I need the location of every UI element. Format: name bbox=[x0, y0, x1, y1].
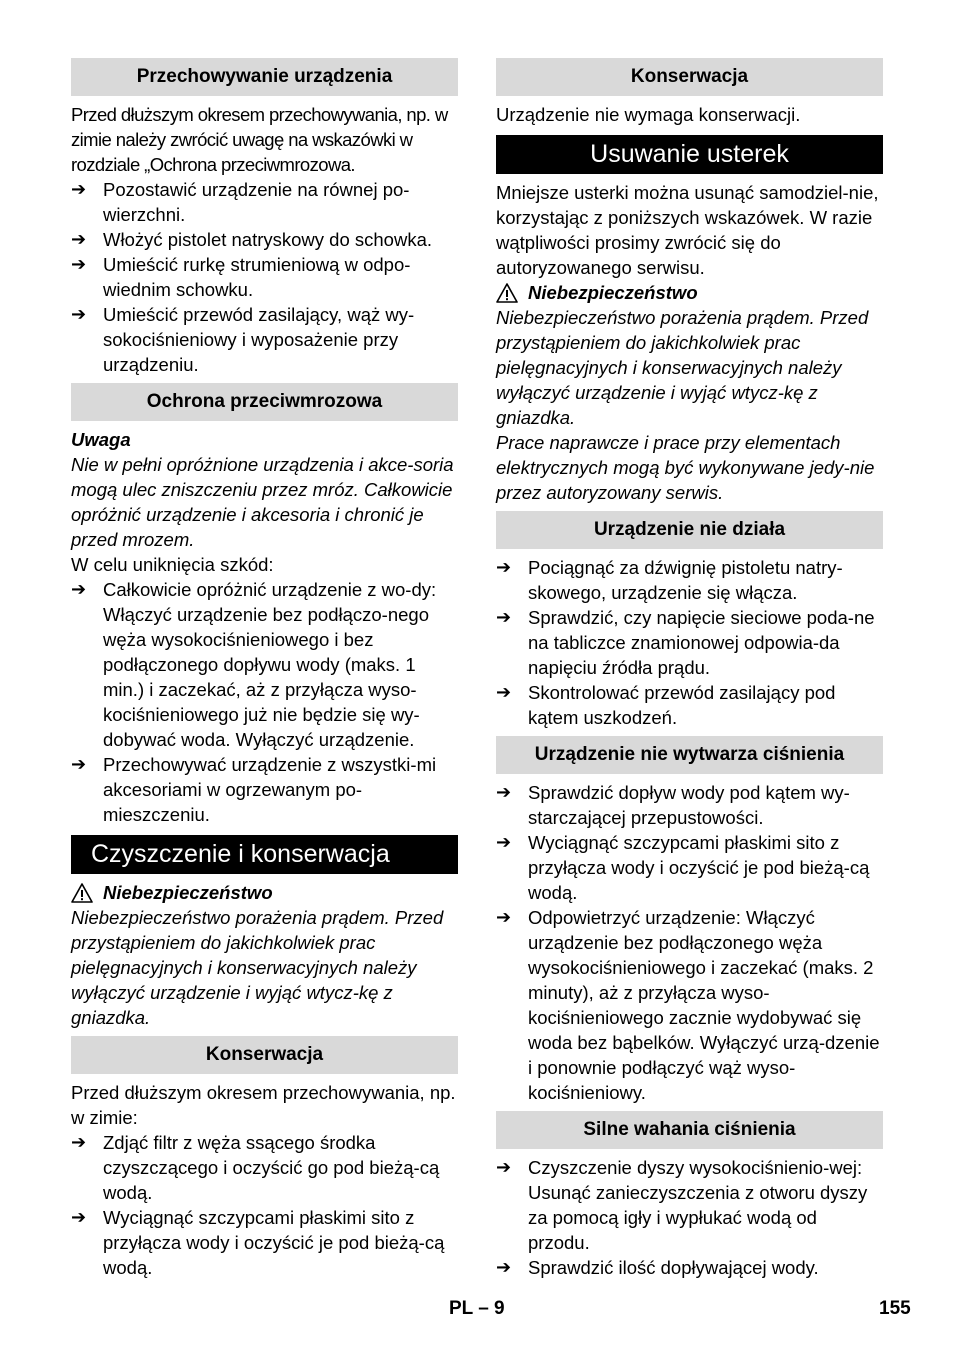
chapter-title-cleaning: Czyszczenie i konserwacja bbox=[71, 835, 458, 874]
list-item: ➔ Skontrolować przewód zasilający pod kątem uszkodzeń. bbox=[496, 682, 836, 728]
list-item: ➔ Wyciągnąć szczypcami płaskimi sito z przyłącza wody i oczyścić je pod bieżą-cą wodą. bbox=[71, 1207, 445, 1278]
section-title-storage: Przechowywanie urządzenia bbox=[71, 58, 458, 96]
no-pressure-steps bbox=[496, 780, 883, 1105]
section-title-maintenance: Konserwacja bbox=[71, 1036, 458, 1074]
arrow-right-icon: ➔ bbox=[496, 832, 512, 852]
chapter-title-troubleshooting: Usuwanie usterek bbox=[496, 135, 883, 174]
frost-lead: W celu uniknięcia szkód: bbox=[71, 554, 274, 575]
right-column bbox=[496, 58, 883, 1280]
list-item: ➔ Wyciągnąć szczypcami płaskimi sito z przyłącza wody i oczyścić je pod bieżą-cą wodą. bbox=[496, 832, 870, 903]
list-item: ➔ Umieścić przewód zasilający, wąż wy-sokociśnieniowy i wyposażenie przy urządzeniu. bbox=[71, 304, 415, 375]
section-title-no-pressure: Urządzenie nie wytwarza ciśnienia bbox=[496, 736, 883, 774]
pressure-fluctuation-steps bbox=[496, 1155, 883, 1280]
section-title-frost: Ochrona przeciwmrozowa bbox=[71, 383, 458, 421]
arrow-right-icon: ➔ bbox=[71, 179, 87, 199]
note-title: Uwaga bbox=[71, 429, 131, 450]
arrow-right-icon: ➔ bbox=[496, 557, 512, 577]
section-title-maintenance-right: Konserwacja bbox=[496, 58, 883, 96]
arrow-right-icon: ➔ bbox=[496, 682, 512, 702]
warning-triangle-icon bbox=[71, 883, 93, 903]
storage-steps bbox=[71, 177, 458, 377]
maintenance-steps bbox=[71, 1130, 458, 1280]
storage-intro: Przed dłuższym okresem przechowywania, np. w zimie należy zwrócić uwagę na wskazówki w rozdziale „Ochrona przeciwmrozowa. bbox=[71, 104, 448, 175]
list-item: ➔ Umieścić rurkę strumieniową w odpo-wiednim schowku. bbox=[71, 254, 411, 300]
arrow-right-icon: ➔ bbox=[71, 229, 87, 249]
troubleshooting-intro: Mniejsze usterki można usunąć samodziel-nie, korzystając z poniższych wskazówek. W razie wątpliwości prosimy zwrócić się do autoryzowanego serwisu. bbox=[496, 182, 879, 278]
section-title-not-working: Urządzenie nie działa bbox=[496, 511, 883, 549]
left-column bbox=[71, 58, 458, 1280]
arrow-right-icon: ➔ bbox=[496, 607, 512, 627]
list-item: ➔ Zdjąć filtr z węża ssącego środka czyszczącego i oczyścić go pod bieżą-cą wodą. bbox=[71, 1132, 440, 1203]
list-item: ➔ Sprawdzić ilość dopływającej wody. bbox=[496, 1257, 819, 1278]
warning-title: Niebezpieczeństwo bbox=[496, 280, 883, 305]
warning-text: Niebezpieczeństwo porażenia prądem. Przed przystąpieniem do jakichkolwiek prac pielęgnacyjnych i konserwacyjnych należy wyłączyć urządzenie i wyjąć wtycz-kę z gniazdka. bbox=[496, 307, 869, 428]
warning-text: Niebezpieczeństwo porażenia prądem. Przed przystąpieniem do jakichkolwiek prac pielęgnacyjnych i konserwacyjnych należy wyłączyć urządzenie i wyjąć wtycz-kę z gniazdka. bbox=[71, 907, 444, 1028]
frost-steps bbox=[71, 577, 458, 827]
list-item: ➔ Całkowicie opróżnić urządzenie z wo-dy: Włączyć urządzenie bez podłączo-nego węża wysokociśnieniowego i bez podłączonego dopływu wody (maks. 1 min.) i zaczekać, aż z przyłącza wyso-kociśnieniowego już nie będzie się wy-dobywać woda. Wyłączyć urządzenie. bbox=[71, 579, 437, 750]
list-item: ➔ Sprawdzić, czy napięcie sieciowe poda-ne na tabliczce znamionowej odpowia-da napięciu źródła prądu. bbox=[496, 607, 875, 678]
maintenance-text: Urządzenie nie wymaga konserwacji. bbox=[496, 104, 801, 125]
arrow-right-icon: ➔ bbox=[71, 1207, 87, 1227]
section-title-pressure-fluctuations: Silne wahania ciśnienia bbox=[496, 1111, 883, 1149]
list-item: ➔ Włożyć pistolet natryskowy do schowka. bbox=[71, 229, 433, 250]
arrow-right-icon: ➔ bbox=[71, 304, 87, 324]
list-item: ➔ Pozostawić urządzenie na równej po-wierzchni. bbox=[71, 179, 410, 225]
arrow-right-icon: ➔ bbox=[496, 782, 512, 802]
list-item: ➔ Przechowywać urządzenie z wszystki-mi akcesoriami w ogrzewanym po-mieszczeniu. bbox=[71, 754, 437, 825]
list-item: ➔ Sprawdzić dopływ wody pod kątem wy-starczającej przepustowości. bbox=[496, 782, 850, 828]
arrow-right-icon: ➔ bbox=[496, 1257, 512, 1277]
warning-text-repairs: Prace naprawcze i prace przy elementach elektrycznych mogą być wykonywane jedy-nie przez autoryzowany serwis. bbox=[496, 432, 875, 503]
arrow-right-icon: ➔ bbox=[71, 254, 87, 274]
warning-triangle-icon bbox=[496, 283, 518, 303]
list-item: ➔ Czyszczenie dyszy wysokociśnienio-wej: Usunąć zanieczyszczenia z otworu dyszy za pomocą igły i wypłukać wodą od przodu. bbox=[496, 1157, 868, 1253]
footer-language-page: PL – 9 bbox=[449, 1298, 505, 1319]
list-item: ➔ Odpowietrzyć urządzenie: Włączyć urządzenie bez podłączonego węża wysokociśnieniowego i zaczekać (maks. 2 minuty), aż z przyłącza wyso-kociśnieniowego zacznie wydobywać się woda bez bąbelków. Wyłączyć urzą-dzenie i ponownie podłączyć wąż wyso-kociśnieniowy. bbox=[496, 907, 880, 1103]
arrow-right-icon: ➔ bbox=[496, 1157, 512, 1177]
not-working-steps bbox=[496, 555, 883, 730]
note-text: Nie w pełni opróżnione urządzenia i akce-soria mogą ulec zniszczeniu przez mróz. Całkowicie opróżnić urządzenie i akcesoria i chronić je przed mrozem. bbox=[71, 454, 454, 550]
arrow-right-icon: ➔ bbox=[496, 907, 512, 927]
list-item: ➔ Pociągnąć za dźwignię pistoletu natry-skowego, urządzenie się włącza. bbox=[496, 557, 843, 603]
arrow-right-icon: ➔ bbox=[71, 754, 87, 774]
maintenance-intro: Przed dłuższym okresem przechowywania, np. w zimie: bbox=[71, 1082, 456, 1128]
warning-title: Niebezpieczeństwo bbox=[71, 880, 458, 905]
arrow-right-icon: ➔ bbox=[71, 579, 87, 599]
arrow-right-icon: ➔ bbox=[71, 1132, 87, 1152]
footer-page-number: 155 bbox=[879, 1298, 911, 1319]
